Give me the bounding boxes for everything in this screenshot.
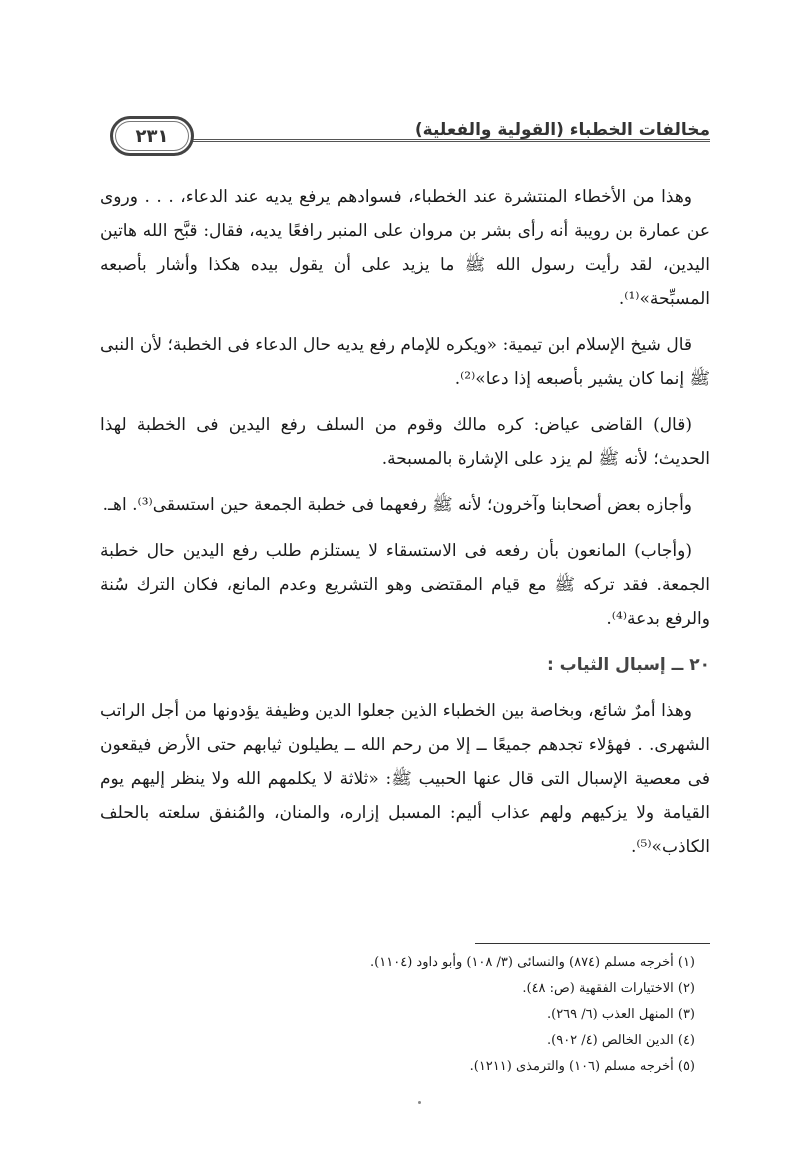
footnote-4: (٤) الدين الخالص (٤/ ٩٠٢). [547,1033,695,1048]
header-rule [120,139,710,142]
running-title: مخالفات الخطباء (القولية والفعلية) [414,120,710,140]
footnote-1: (١) أخرجه مسلم (٨٧٤) والنسائى (٣/ ١٠٨) وأبو داود (١١٠٤). [370,955,695,970]
footnote-3: (٣) المنهل العذب (٦/ ٢٦٩). [546,1007,695,1022]
body-text [100,180,710,876]
footnote-2: (٢) الاختيارات الفقهية (ص: ٤٨). [522,981,695,996]
paragraph-1: وهذا من الأخطاء المنتشرة عند الخطباء، فسوادهم يرفع يديه عند الدعاء، . . . وروى عن عمارة بن رويبة أنه رأى بشر بن مروان على المنبر رافعًا يديه، فقال: قبَّح الله هاتين اليدين، لقد رأيت رسول الله ﷺ ما يزيد على أن يقول بيده هكذا وأشار بأصبعه المسبِّحة»⁽¹⁾. [100,187,710,309]
paragraph-5: (وأجاب) المانعون بأن رفعه فى الاستسقاء لا يستلزم طلب رفع اليدين حال خطبة الجمعة. فقد تركه ﷺ مع قيام المقتضى وهو التشريع وعدم المانع، فكان الترك سُنة والرفع بدعة⁽⁴⁾. [100,541,710,629]
scan-dot [418,1101,421,1104]
paragraph-3: (قال) القاضى عياض: كره مالك وقوم من السلف رفع اليدين فى الخطبة لهذا الحديث؛ لأنه ﷺ لم يزد على الإشارة بالمسبحة. [100,415,710,469]
footnote-separator [475,943,710,944]
paragraph-4: وأجازه بعض أصحابنا وآخرون؛ لأنه ﷺ رفعهما فى خطبة الجمعة حين استسقى⁽³⁾. اهـ. [102,495,692,515]
paragraph-2: قال شيخ الإسلام ابن تيمية: «ويكره للإمام رفع يديه حال الدعاء فى الخطبة؛ لأن النبى ﷺ إنما كان يشير بأصبعه إذا دعا»⁽²⁾. [100,335,710,389]
page-number-frame [110,116,194,156]
page-number: ٢٣١ [135,125,169,147]
footnote-5: (٥) أخرجه مسلم (١٠٦) والترمذى (١٢١١). [469,1059,695,1074]
footnotes [195,950,695,1080]
paragraph-6: وهذا أمرٌ شائع، وبخاصة بين الخطباء الذين جعلوا الدين وظيفة يؤدونها من أجل الراتب الشهرى. . فهؤلاء تجدهم جميعًا ــ إلا من رحم الله ــ يطيلون ثيابهم حتى الأرض فيقعون فى معصية الإسبال التى قال عنها الحبيب ﷺ: «ثلاثة لا يكلمهم الله ولا ينظر إليهم يوم القيامة ولا يزكيهم ولهم عذاب أليم: المسبل إزاره، والمنان، والمُنفق سلعته بالحلف الكاذب»⁽⁵⁾. [100,701,710,857]
section-heading: ٢٠ ــ إسبال الثياب : [546,655,710,675]
